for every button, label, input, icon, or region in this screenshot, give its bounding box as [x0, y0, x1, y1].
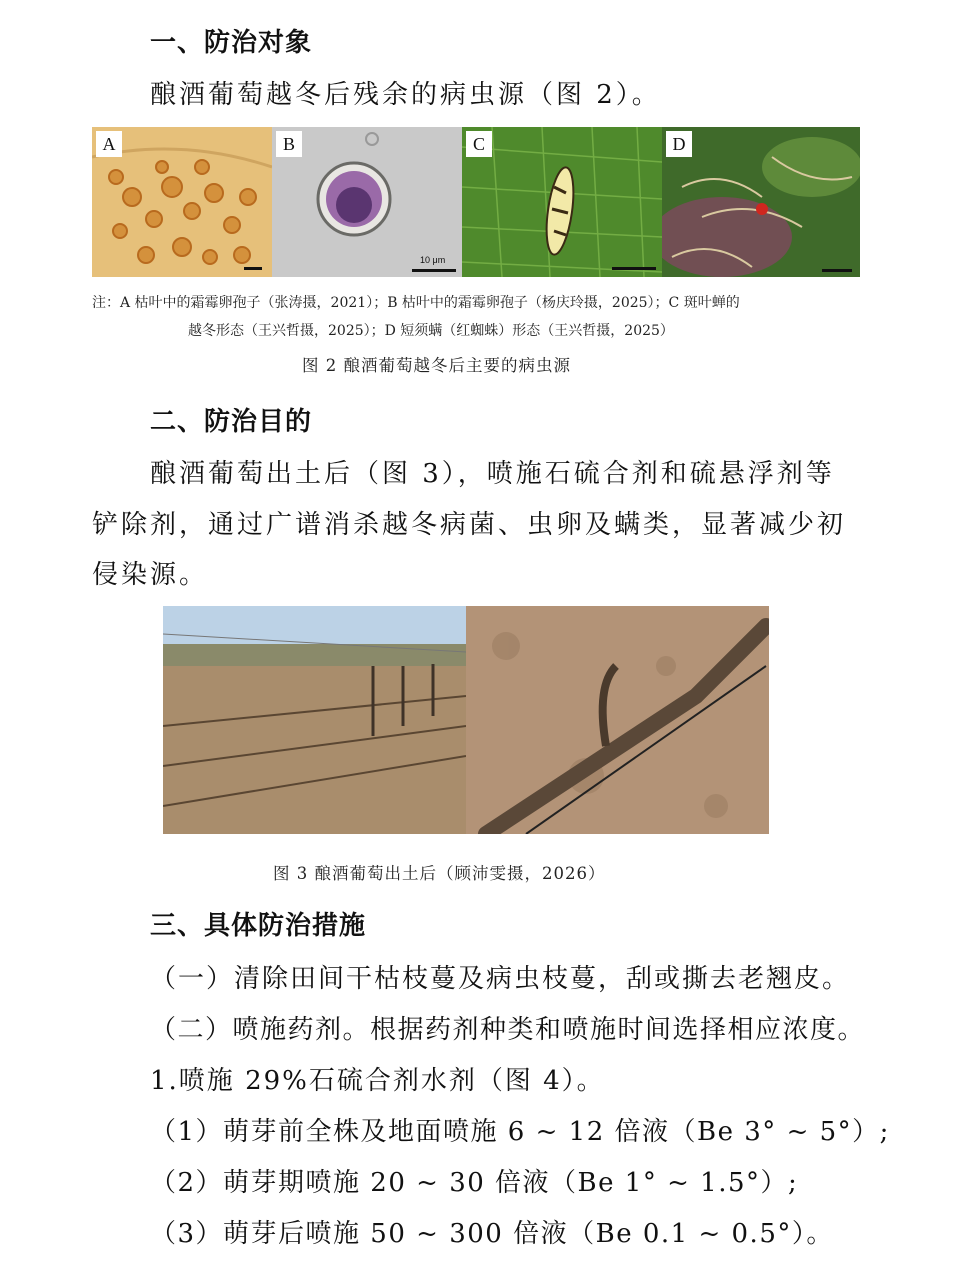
scale-bar — [612, 267, 656, 270]
section-heading-3: 三、具体防治措施 — [150, 911, 367, 941]
figure-2-panel-d — [662, 127, 860, 277]
panel-letter-a: A — [96, 131, 122, 157]
panel-letter-d: D — [666, 131, 692, 157]
measure-sub-1: 1.喷施 29%石硫合剂水剂（图 4）。 — [150, 1066, 605, 1096]
scale-bar — [822, 269, 852, 272]
panel-letter-c: C — [466, 131, 492, 157]
scale-bar — [412, 269, 456, 272]
measure-sub-1-item-2: （2）萌芽期喷施 20 ~ 30 倍液（Be 1° ~ 1.5°）; — [150, 1168, 799, 1198]
section-1-text: 酿酒葡萄越冬后残余的病虫源（图 2）。 — [150, 80, 661, 110]
measure-item-1: （一）清除田间干枯枝蔓及病虫枝蔓，刮或撕去老翘皮。 — [150, 964, 851, 994]
measure-item-2: （二）喷施药剂。根据药剂种类和喷施时间选择相应浓度。 — [150, 1015, 866, 1045]
scale-label: 10 μm — [420, 255, 446, 265]
section-2-line-1: 酿酒葡萄出土后（图 3），喷施石硫合剂和硫悬浮剂等 — [150, 459, 835, 489]
figure-2-note-line-2: 越冬形态（王兴哲摄，2025）；D 短须螨（红蜘蛛）形态（王兴哲摄，2025） — [188, 323, 674, 339]
vineyard-field-image — [163, 606, 466, 834]
figure-3-caption: 图 3 酿酒葡萄出土后（顾沛雯摄，2026） — [273, 864, 606, 883]
section-heading-2: 二、防治目的 — [150, 407, 313, 437]
figure-2-panel-c — [462, 127, 662, 277]
figure-2-caption: 图 2 酿酒葡萄越冬后主要的病虫源 — [302, 356, 571, 375]
measure-sub-1-item-3: （3）萌芽后喷施 50 ~ 300 倍液（Be 0.1 ~ 0.5°）。 — [150, 1219, 834, 1249]
figure-2-note-line-1: 注：A 枯叶中的霜霉卵孢子（张涛摄，2021）；B 枯叶中的霜霉卵孢子（杨庆玲摄，2025）；C 斑叶蝉的 — [92, 295, 740, 311]
panel-letter-b: B — [276, 131, 302, 157]
section-heading-1: 一、防治对象 — [150, 28, 313, 58]
figure-3-photo-vine — [466, 606, 769, 834]
figure-3-photo-field — [163, 606, 466, 834]
figure-2-panel-a — [92, 127, 272, 277]
vine-trunk-image — [466, 606, 769, 834]
measure-sub-1-item-1: （1）萌芽前全株及地面喷施 6 ~ 12 倍液（Be 3° ~ 5°）; — [150, 1117, 890, 1147]
figure-2-panel-b — [272, 127, 462, 277]
section-2-line-3: 侵染源。 — [92, 560, 209, 590]
leafhopper-image — [462, 127, 662, 277]
scale-bar — [244, 267, 262, 270]
section-2-line-2: 铲除剂，通过广谱消杀越冬病菌、虫卵及螨类，显著减少初 — [92, 510, 847, 540]
